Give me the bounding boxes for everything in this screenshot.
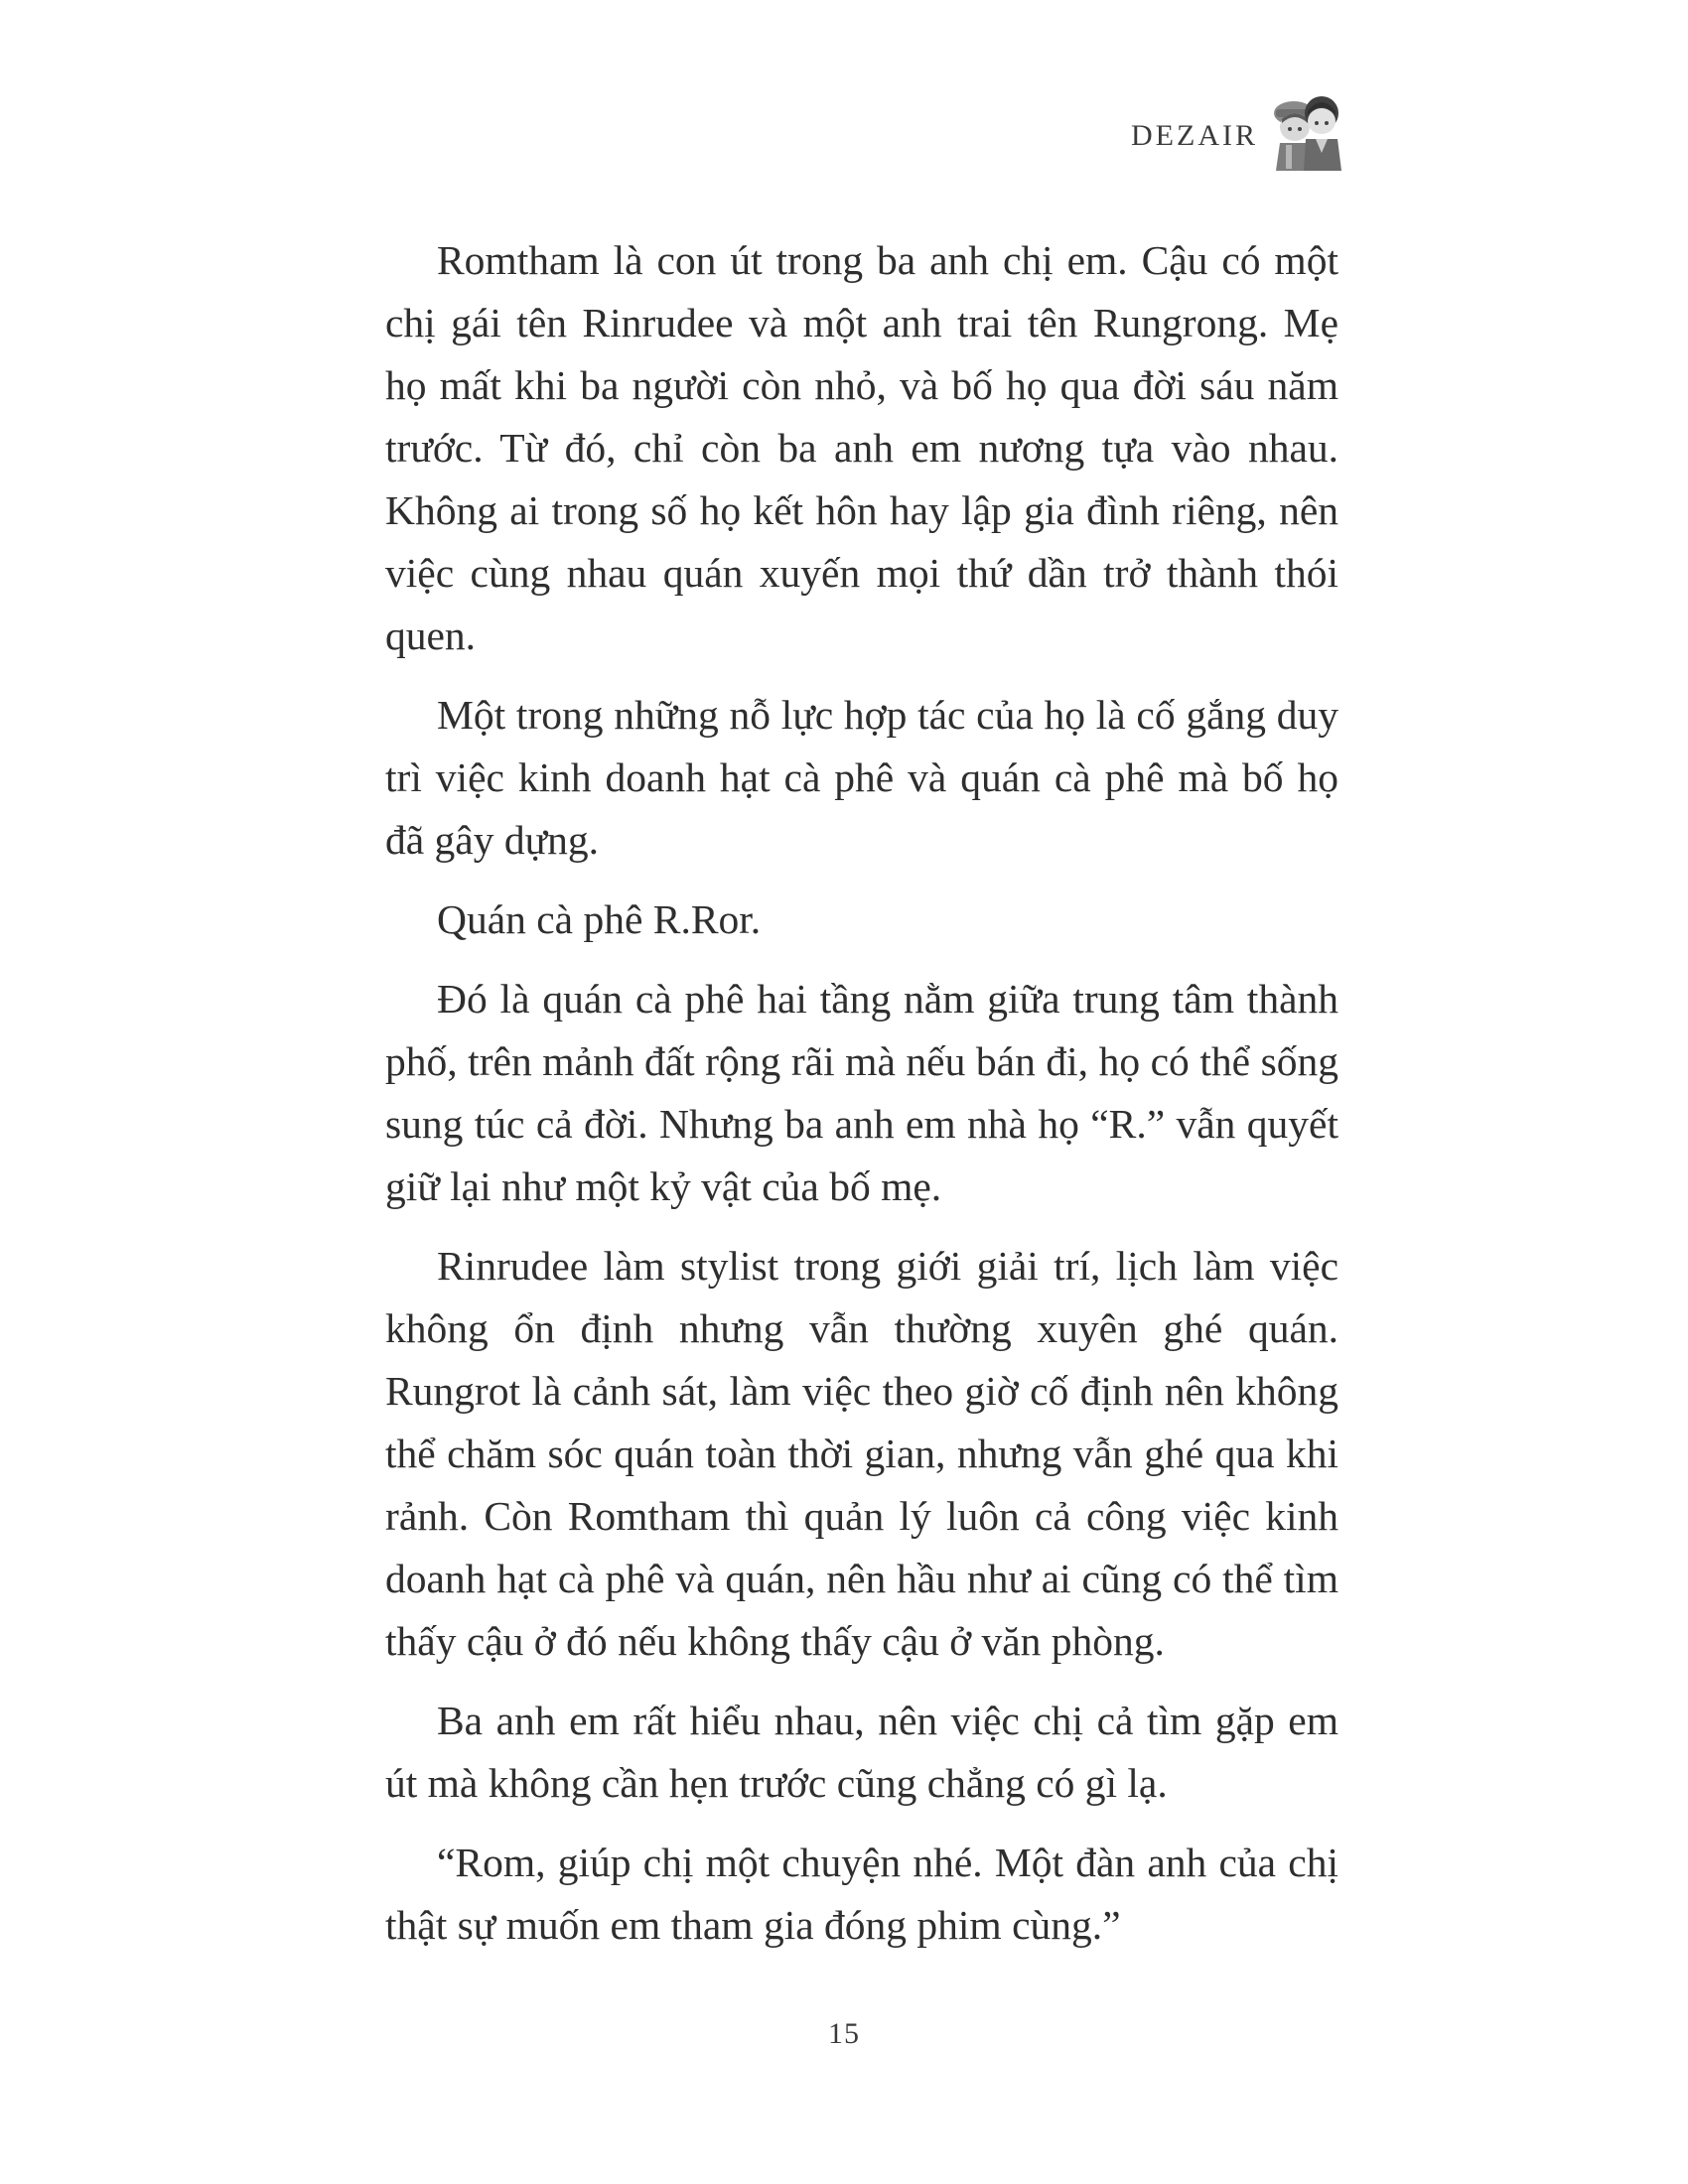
paragraph: Romtham là con út trong ba anh chị em. Cậu có một chị gái tên Rinrudee và một anh trai tên Rungrong. Mẹ họ mất khi ba người còn nhỏ, và bố họ qua đời sáu năm trước. Từ đó, chỉ còn ba anh em nương tựa vào nhau. Không ai trong số họ kết hôn hay lập gia đình riêng, nên việc cùng nhau quán xuyến mọi thứ dần trở thành thói quen. [385,237,1338,658]
paragraph: Một trong những nỗ lực hợp tác của họ là cố gắng duy trì việc kinh doanh hạt cà phê và quán cà phê mà bố họ đã gây dựng. [385,692,1338,863]
two-chibi-characters-logo-icon [1268,83,1345,175]
paragraph: Ba anh em rất hiểu nhau, nên việc chị cả tìm gặp em út mà không cần hẹn trước cũng chẳng có gì lạ. [385,1698,1338,1806]
running-header [1131,83,1345,175]
paragraph: “Rom, giúp chị một chuyện nhé. Một đàn anh của chị thật sự muốn em tham gia đóng phim cùng.” [385,1840,1338,1948]
body-text [385,229,1338,1974]
page-number: 15 [828,2017,860,2050]
book-title: DEZAIR [1131,119,1258,152]
paragraph: Đó là quán cà phê hai tầng nằm giữa trung tâm thành phố, trên mảnh đất rộng rãi mà nếu bán đi, họ có thể sống sung túc cả đời. Nhưng ba anh em nhà họ “R.” vẫn quyết giữ lại như một kỷ vật của bố mẹ. [385,976,1338,1209]
paragraph: Quán cà phê R.Ror. [437,896,762,942]
paragraph: Rinrudee làm stylist trong giới giải trí, lịch làm việc không ổn định nhưng vẫn thường xuyên ghé quán. Rungrot là cảnh sát, làm việc theo giờ cố định nên không thể chăm sóc quán toàn thời gian, nhưng vẫn ghé qua khi rảnh. Còn Romtham thì quản lý luôn cả công việc kinh doanh hạt cà phê và quán, nên hầu như ai cũng có thể tìm thấy cậu ở đó nếu không thấy cậu ở văn phòng. [385,1243,1338,1664]
